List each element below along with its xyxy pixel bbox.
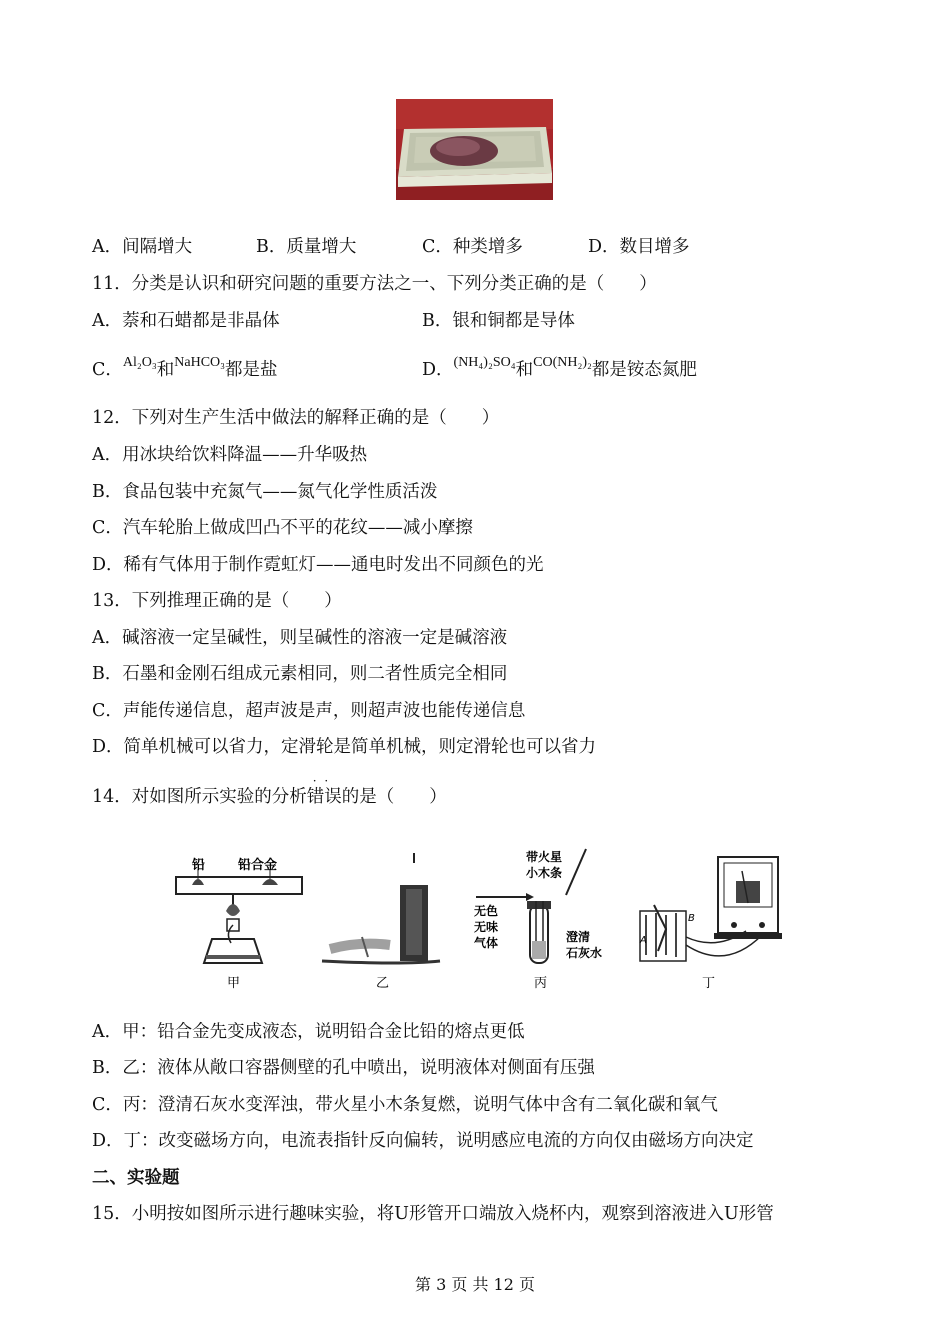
q11-option-b: B．银和铜都是导体	[422, 311, 575, 331]
label-odorless: 无味	[474, 920, 499, 934]
label-jia: 甲	[227, 976, 241, 991]
label-glowing-1: 带火星	[526, 850, 563, 864]
label-limewater: 石灰水	[566, 946, 603, 960]
label-colorless: 无色	[474, 904, 499, 918]
q11-option-d: D．$^{(NH_4)_2SO_4}$和$^{CO(NH_2)_2}$都是铵态氮肥	[422, 355, 697, 380]
emphasis-word: 错误 · ·	[307, 787, 342, 807]
page-footer: 第 3 页 共 12 页	[415, 1275, 535, 1294]
q12-stem: 12．下列对生产生活中做法的解释正确的是（ ）	[92, 408, 500, 428]
formula-so4: SO₄	[492, 355, 516, 370]
formula-nahco3: NaHCO₃	[174, 355, 226, 370]
q14-stem: 14．对如图所示实验的分析错误 · ·的是（ ）	[92, 785, 447, 809]
q14-option-c: C．丙：澄清石灰水变浑浊，带火星小木条复燃，说明气体中含有二氧化碳和氧气	[92, 1095, 718, 1115]
label-clear: 澄清	[566, 930, 591, 944]
q10-option-a: A．间隔增大	[92, 237, 193, 257]
label-gas: 气体	[474, 936, 499, 950]
label-bing: 丙	[534, 976, 548, 991]
label-lead: 铅	[192, 858, 206, 873]
q14-option-a: A．甲：铅合金先变成液态，说明铅合金比铅的熔点更低	[92, 1022, 525, 1042]
q13-option-d: D．简单机械可以省力，定滑轮是简单机械，则定滑轮也可以省力	[92, 737, 597, 757]
q10-option-d: D．数目增多	[588, 237, 690, 257]
q13-option-a: A．碱溶液一定呈碱性，则呈碱性的溶液一定是碱溶液	[92, 628, 508, 648]
q14-option-d: D．丁：改变磁场方向，电流表指针反向偏转，说明感应电流的方向仅由磁场方向决定	[92, 1131, 754, 1151]
figure-yi	[322, 853, 440, 991]
q10-option-b: B．质量增大	[256, 237, 357, 257]
figure-jia	[176, 857, 302, 991]
figure-bing	[474, 849, 602, 991]
q11-option-a: A．萘和石蜡都是非晶体	[92, 311, 280, 331]
q12-option-b: B．食品包装中充氮气——氮气化学性质活泼	[92, 482, 438, 502]
q12-option-c: C．汽车轮胎上做成凹凸不平的花纹——减小摩擦	[92, 518, 473, 538]
formula-urea: CO(NH₂)₂	[533, 355, 592, 370]
section-heading: 二、实验题	[92, 1168, 180, 1188]
q15-stem: 15．小明按如图所示进行趣味实验，将U形管开口端放入烧杯内，观察到溶液进入U形管	[92, 1204, 774, 1224]
q13-option-b: B．石墨和金刚石组成元素相同，则二者性质完全相同	[92, 664, 508, 684]
q14-option-b: B．乙：液体从敞口容器侧壁的孔中喷出，说明液体对侧面有压强	[92, 1058, 595, 1078]
formula-al2o3: Al₂O₃	[122, 355, 157, 370]
figure-ding	[639, 857, 782, 991]
formula-nh4-2: (NH₄)₂	[453, 355, 493, 370]
q13-option-c: C．声能传递信息，超声波是声，则超声波也能传递信息	[92, 701, 526, 721]
q14-figure	[170, 845, 800, 1000]
label-glowing-2: 小木条	[526, 866, 563, 880]
label-lead-alloy: 铅合金	[238, 858, 278, 873]
q11-option-c: C．$^{Al_2O_3}$和$^{NaHCO_3}$都是盐	[92, 355, 278, 380]
label-ding: 丁	[702, 976, 716, 991]
label-b: B	[688, 913, 695, 924]
q11-stem: 11．分类是认识和研究问题的重要方法之一、下列分类正确的是（ ）	[92, 274, 657, 294]
label-yi: 乙	[376, 976, 390, 991]
label-a: A	[640, 935, 647, 946]
q10-option-c: C．种类增多	[422, 237, 523, 257]
q13-stem: 13．下列推理正确的是（ ）	[92, 591, 342, 611]
q12-option-d: D．稀有气体用于制作霓虹灯——通电时发出不同颜色的光	[92, 555, 544, 575]
experiment-photo	[396, 99, 553, 200]
q12-option-a: A．用冰块给饮料降温——升华吸热	[92, 445, 368, 465]
